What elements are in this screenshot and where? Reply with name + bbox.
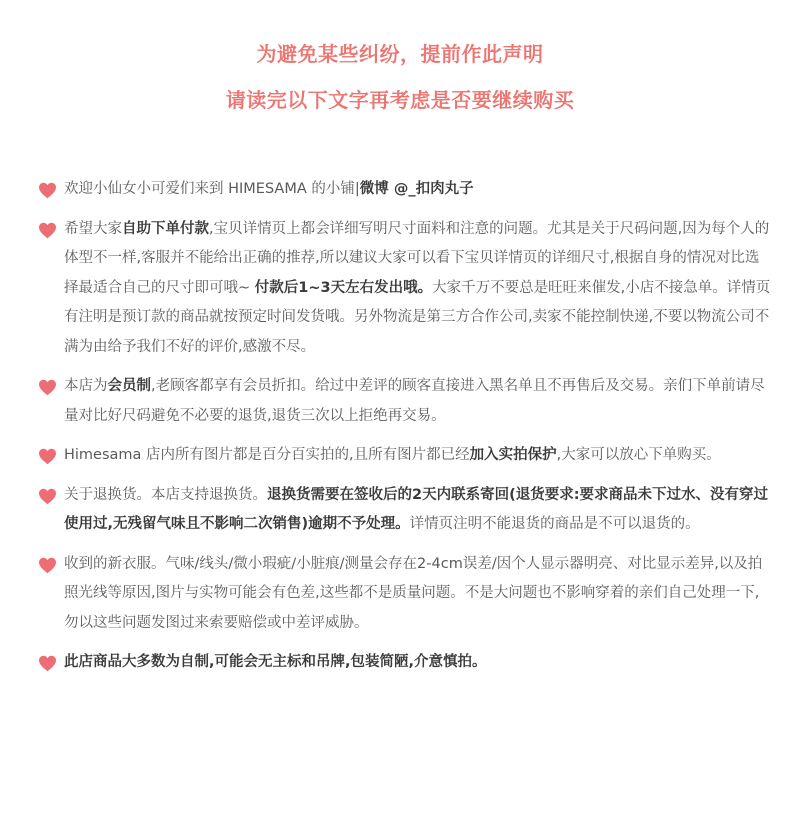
photos-emphasis: 加入实拍保护: [469, 447, 557, 463]
weibo-handle: 微博 @_扣肉丸子: [359, 181, 474, 197]
notice-item-quality: [38, 550, 773, 639]
photos-text-a: Himesama 店内所有图片都是百分百实拍的,且所有图片都已经: [64, 447, 470, 463]
ordering-text-b: ,宝贝详情页上都会详细写明尺寸面料和注意的问题。尤其是关于尺码问题,因为每个人的体型不一样,客服并不能给出正确的推荐,所以建议大家可以看下宝贝详情页的详细尺寸,根据自身的情况对比选择最适合自己的尺寸即可哦~: [64, 220, 770, 296]
ordering-emphasis-shipping: 付款后1~3天左右发出哦。: [254, 279, 433, 296]
photos-text-b: ,大家可以放心下单购买。: [556, 447, 721, 463]
ordering-text-a: 希望大家: [64, 220, 122, 237]
title-line-1: 为避免某些纠纷，提前作此声明: [256, 42, 544, 66]
returns-emphasis: 退换货需要在签收后的2天内联系寄回(退货要求:要求商品未下过水、没有穿过使用过,无残留气味且不影响二次销售)逾期不予处理。: [64, 486, 769, 532]
membership-text-b: ,老顾客都享有会员折扣。给过中差评的顾客直接进入黑名单且不再售后及交易。亲们下单前请尽量对比好尺码避免不必要的退货,退货三次以上拒绝再交易。: [64, 378, 765, 424]
handmade-emphasis: 此店商品大多数为自制,可能会无主标和吊牌,包装简陋,介意慎拍。: [64, 654, 487, 670]
quality-text: 收到的新衣服。气味/线头/微小瑕疵/小脏痕/测量会存在2-4cm误差/因个人显示器明亮、对比显示差异,以及拍照光线等原因,图片与实物可能会有色差,这些都不是质量问题。不是大问题也不影响穿着的亲们自己处理一下,勿以这些问题发图过来索要赔偿或中差评威胁。: [64, 555, 763, 631]
notice-item-handmade: [38, 648, 773, 678]
ordering-text-c: 大家千万不要总是旺旺来催发,小店不接急单。详情页有注明是预订款的商品就按预定时间发货哦。另外物流是第三方合作公司,卖家不能控制快递,不要以物流公司不满为由给予我们不好的评价,感激不尽。: [64, 279, 771, 355]
membership-text-a: 本店为: [64, 378, 108, 394]
heart-icon: [38, 448, 57, 465]
notice-item-photos: [38, 441, 773, 471]
welcome-text: 欢迎小仙女小可爱们来到 HIMESAMA 的小铺|: [64, 181, 360, 197]
notice-item-welcome: [38, 175, 773, 205]
heart-icon: [38, 222, 57, 239]
notice-item-ordering: [38, 215, 773, 363]
title-line-2: 请读完以下文字再考虑是否要继续购买: [225, 88, 575, 112]
heart-icon: [38, 379, 57, 396]
heart-icon: [38, 182, 57, 199]
ordering-emphasis-self-order: 自助下单付款: [122, 220, 209, 237]
membership-emphasis: 会员制: [107, 378, 151, 394]
notice-item-membership: [38, 372, 773, 431]
heart-icon: [38, 557, 57, 574]
returns-text-a: 关于退换货。本店支持退换货。: [64, 486, 267, 503]
heart-icon: [38, 655, 57, 672]
notice-list: [38, 175, 773, 688]
returns-text-b: 详情页注明不能退货的商品是不可以退货的。: [409, 516, 700, 532]
heart-icon: [38, 488, 57, 505]
notice-item-returns: [38, 481, 773, 540]
